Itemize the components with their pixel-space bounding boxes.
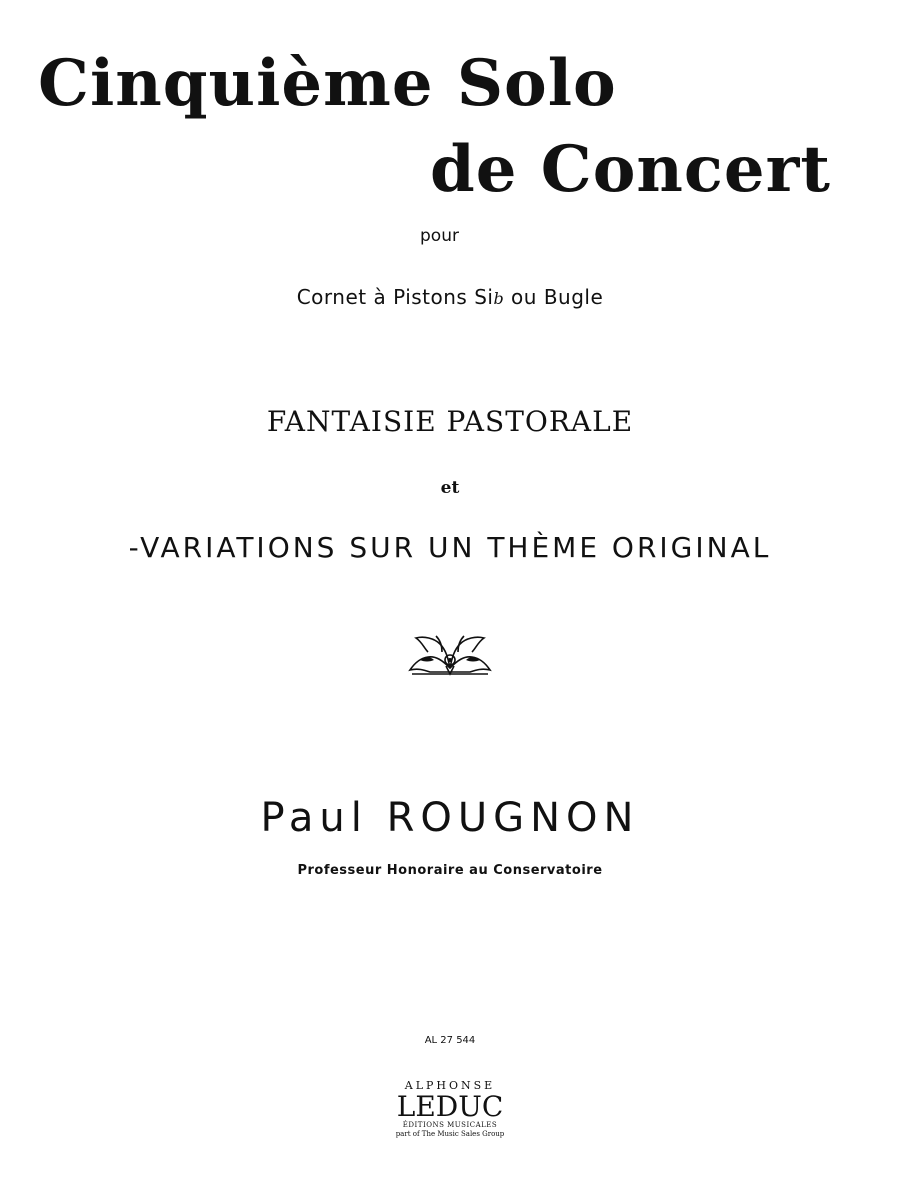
flat-sign: b bbox=[493, 289, 505, 308]
composer-title: Professeur Honoraire au Conservatoire bbox=[297, 863, 603, 878]
instrument-line bbox=[0, 287, 900, 307]
pour-text: pour bbox=[420, 226, 459, 246]
publisher-logo bbox=[350, 1078, 550, 1142]
title-line-1: Cinquième Solo bbox=[38, 46, 617, 121]
catalog-number: AL 27 544 bbox=[424, 1035, 476, 1046]
publisher-line-1: ALPHONSE bbox=[404, 1079, 496, 1092]
publisher-line-3: ÉDITIONS MUSICALES bbox=[402, 1121, 498, 1129]
floral-ornament-icon bbox=[406, 630, 494, 676]
title-line-2: de Concert bbox=[430, 132, 831, 207]
subtitle-variations: -VARIATIONS SUR UN THÈME ORIGINAL bbox=[128, 531, 772, 564]
publisher-line-4: part of The Music Sales Group bbox=[395, 1130, 505, 1138]
instrument-name: Cornet à Pistons Si bbox=[296, 285, 494, 309]
subtitle-fantaisie: FANTAISIE PASTORALE bbox=[266, 405, 634, 438]
instrument-alt: ou Bugle bbox=[504, 285, 604, 309]
conjunction-et: et bbox=[440, 478, 460, 498]
publisher-line-2: LEDUC bbox=[396, 1090, 504, 1123]
composer-name: Paul ROUGNON bbox=[260, 795, 640, 841]
